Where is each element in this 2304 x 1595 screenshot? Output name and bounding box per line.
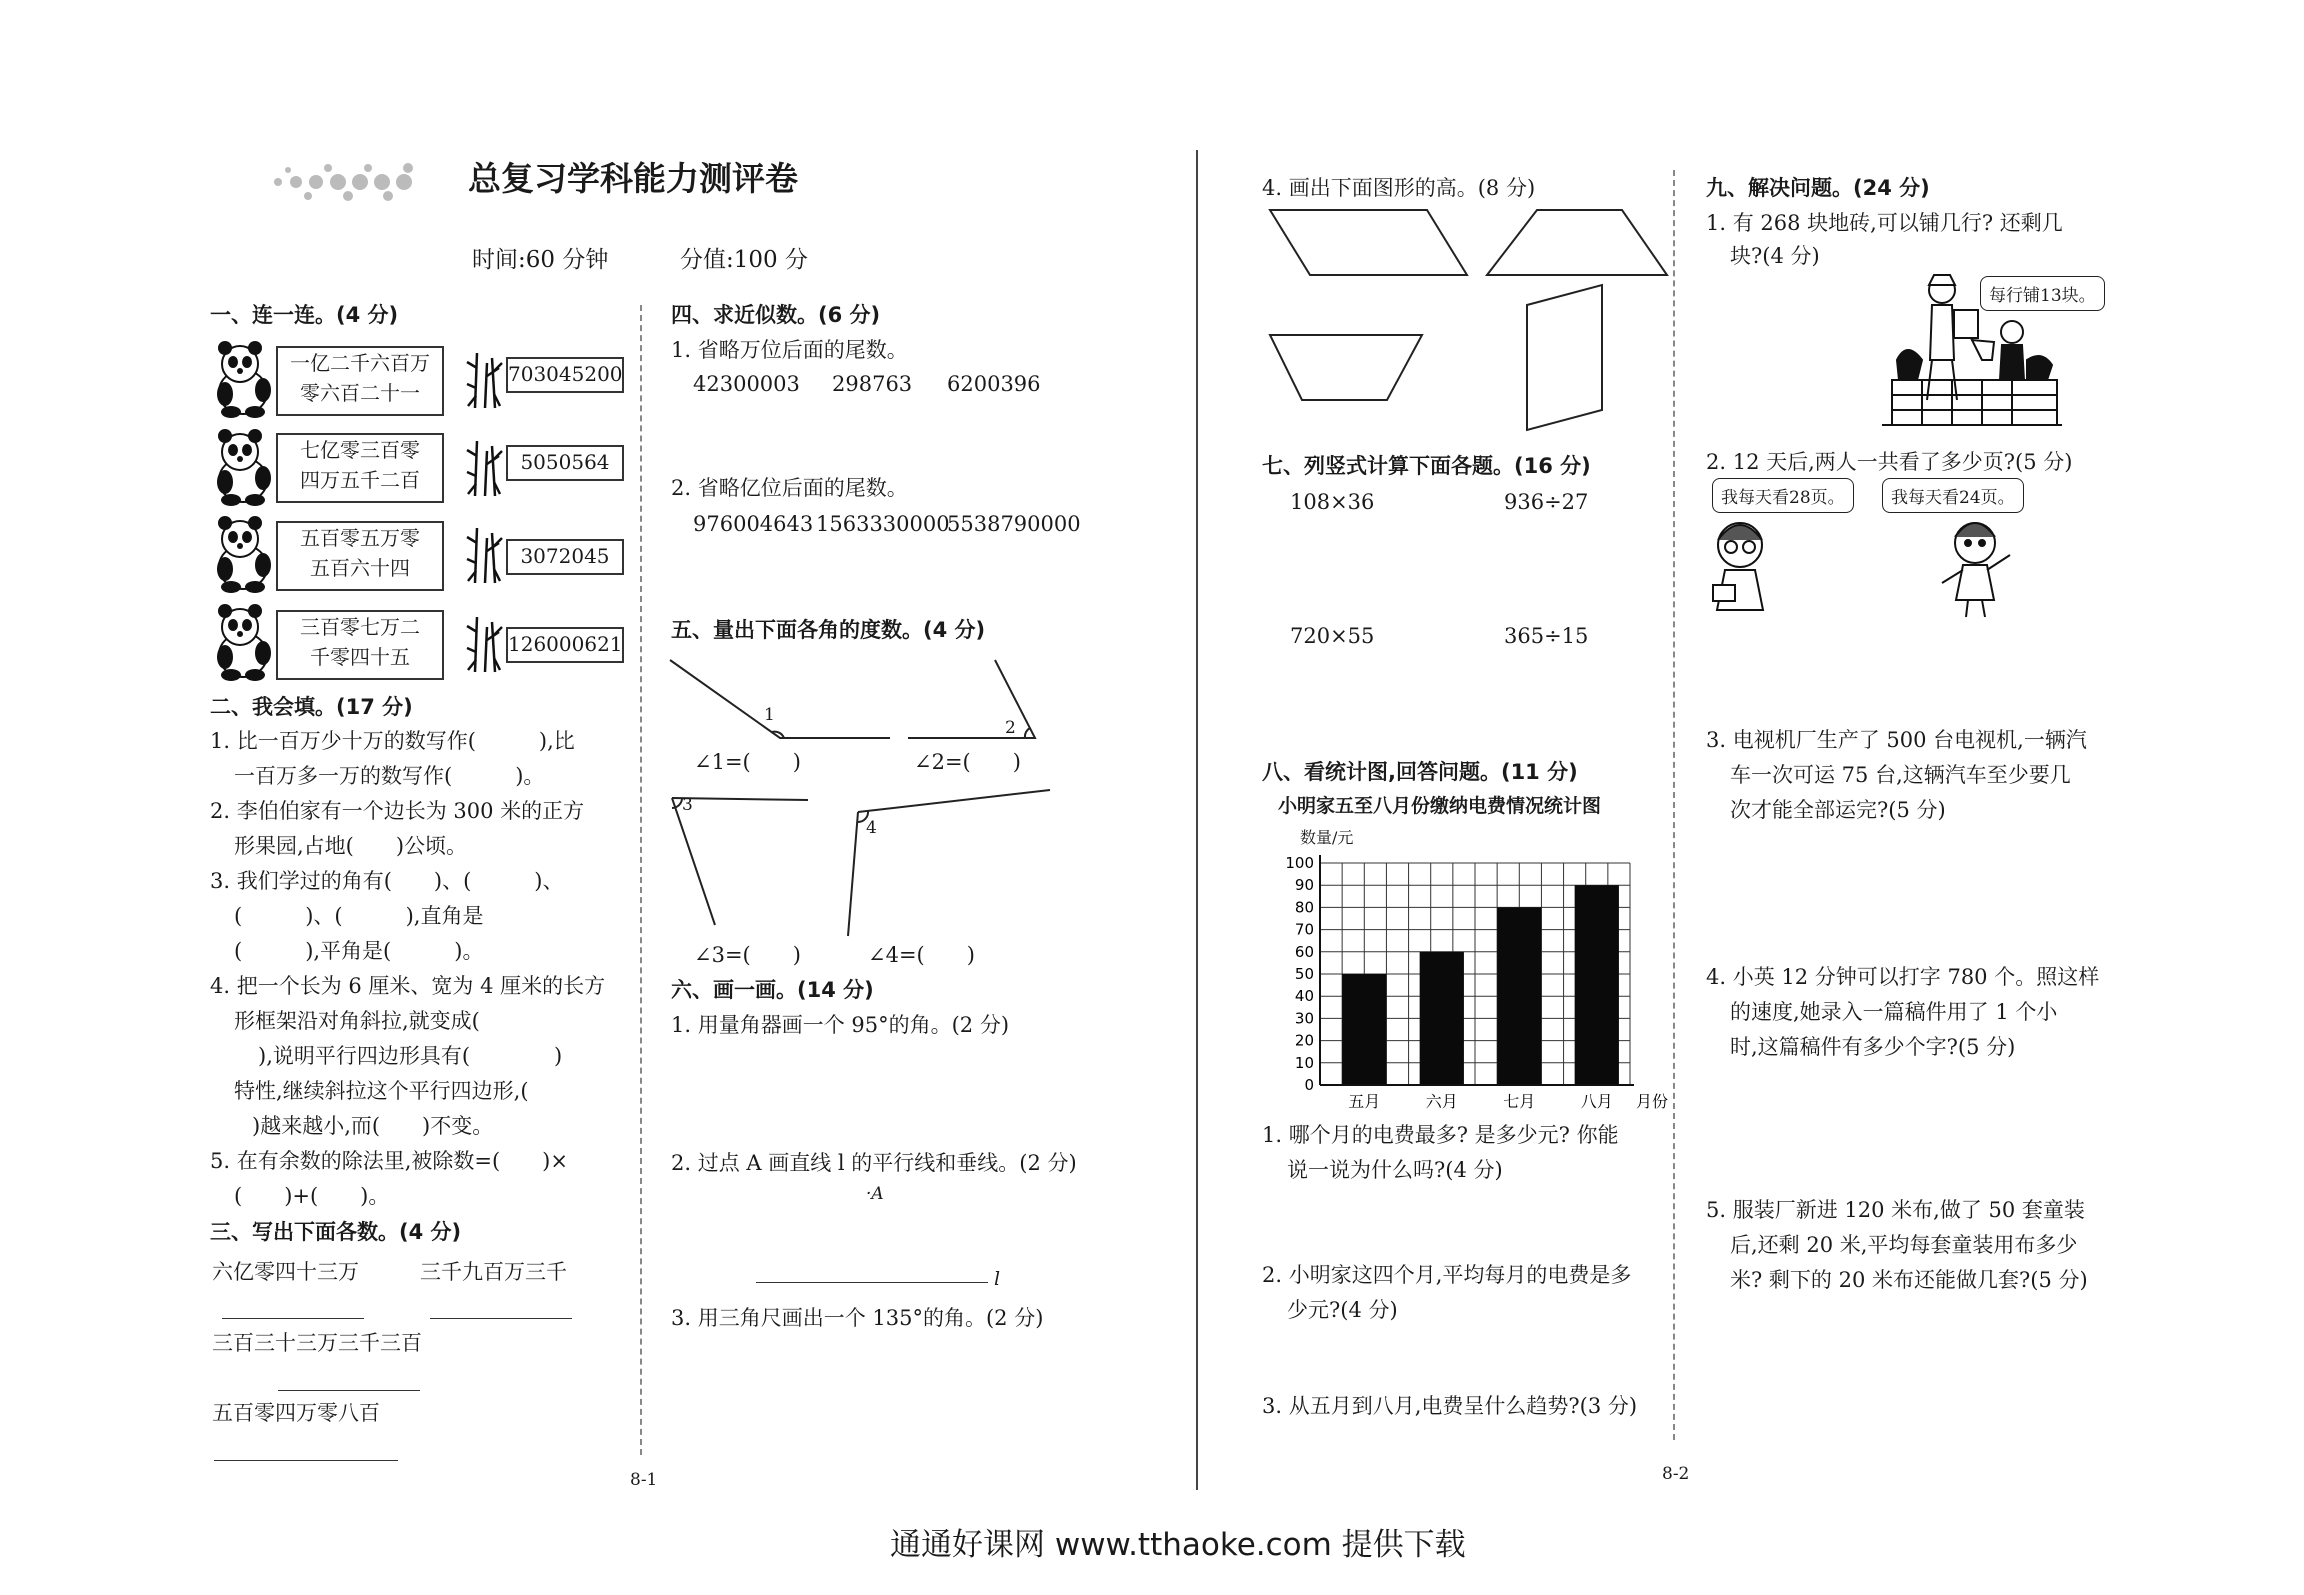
point-a-label: ·A — [866, 1184, 884, 1204]
y-tick-label: 0 — [1304, 1076, 1314, 1094]
bar-chart — [1260, 845, 1680, 1125]
fill-line: 3. 我们学过的角有( )、( )、 — [210, 869, 564, 893]
number-word: 五百零四万零八百 — [212, 1401, 380, 1425]
panda-icon — [205, 340, 275, 418]
section5-title: 五、量出下面各角的度数。(4 分) — [671, 618, 986, 642]
fill-line: 4. 把一个长为 6 厘米、宽为 4 厘米的长方 — [210, 974, 606, 998]
question-text: 后,还剩 20 米,平均每套童装用布多少 — [1730, 1233, 2078, 1257]
number-word: 三千九百万三千 — [420, 1260, 567, 1284]
y-tick-label: 80 — [1294, 898, 1314, 917]
speech-bubble: 我每天看24页。 — [1882, 478, 2024, 513]
x-tick-label: 八月 — [1580, 1092, 1613, 1111]
match-right-box[interactable]: 5050564 — [506, 445, 624, 481]
question-text: 说一说为什么吗?(4 分) — [1287, 1158, 1503, 1182]
question-text: 2. 省略亿位后面的尾数。 — [671, 476, 908, 500]
match-right-box[interactable]: 703045200 — [506, 357, 624, 393]
question-text: 3. 电视机厂生产了 500 台电视机,一辆汽 — [1706, 728, 2087, 752]
x-tick-label: 五月 — [1348, 1092, 1381, 1111]
panda-icon — [205, 515, 275, 593]
calc-problem: 936÷27 — [1504, 490, 1589, 514]
fill-line: 1. 比一百万少十万的数写作( ),比 — [210, 729, 575, 753]
chart-ylabel: 数量/元 — [1300, 828, 1354, 847]
panda-icon — [205, 428, 275, 506]
line-l — [756, 1282, 988, 1283]
question-text: 3. 从五月到八月,电费呈什么趋势?(3 分) — [1262, 1394, 1638, 1418]
time-label: 时间:60 分钟 — [472, 247, 609, 273]
section9-title: 九、解决问题。(24 分) — [1706, 176, 1930, 200]
speech-bubble: 每行铺13块。 — [1980, 276, 2105, 311]
bar — [1575, 885, 1619, 1085]
section3-title: 三、写出下面各数。(4 分) — [210, 1220, 462, 1244]
bamboo-icon — [465, 436, 505, 496]
section7-title: 七、列竖式计算下面各题。(16 分) — [1262, 454, 1591, 478]
question-text: 1. 哪个月的电费最多? 是多少元? 你能 — [1262, 1123, 1619, 1147]
x-tick-label: 六月 — [1425, 1092, 1458, 1111]
y-tick-label: 100 — [1285, 854, 1314, 872]
match-right-box[interactable]: 126000621 — [506, 627, 624, 663]
page-title: 总复习学科能力测评卷 — [468, 159, 798, 198]
angle-label: 1 — [764, 705, 775, 725]
chart-title: 小明家五至八月份缴纳电费情况统计图 — [1278, 795, 1602, 817]
question-text: 1. 有 268 块地砖,可以铺几行? 还剩几 — [1706, 211, 2063, 235]
match-left-box[interactable]: 七亿零三百零 四万五千二百 — [276, 433, 444, 503]
number-value: 42300003 — [693, 372, 800, 396]
fill-line: ( )+( )。 — [234, 1184, 390, 1208]
number-value: 1563330000 — [816, 512, 950, 536]
match-left-box[interactable]: 五百零五万零 五百六十四 — [276, 521, 444, 591]
page-divider — [1196, 150, 1198, 1490]
section4-title: 四、求近似数。(6 分) — [671, 303, 881, 327]
fill-line: ),说明平行四边形具有( ) — [258, 1044, 563, 1068]
score-label: 分值:100 分 — [680, 247, 808, 273]
angle-label: 4 — [866, 818, 877, 838]
section2-title: 二、我会填。(17 分) — [210, 695, 413, 719]
footer-watermark: 通通好课网 www.tthaoke.com 提供下载 — [890, 1527, 1466, 1563]
question-text: 2. 小明家这四个月,平均每月的电费是多 — [1262, 1263, 1632, 1287]
question-text: 次才能全部运完?(5 分) — [1730, 798, 1946, 822]
answer-line[interactable] — [430, 1318, 572, 1319]
number-value: 976004643 — [693, 512, 814, 536]
fill-line: ( )、( ),直角是 — [234, 904, 484, 928]
number-word: 六亿零四十三万 — [212, 1260, 359, 1284]
number-word: 三百三十三万三千三百 — [212, 1331, 422, 1355]
bamboo-icon — [465, 348, 505, 408]
angle-answer[interactable]: ∠3=( ) — [694, 943, 801, 967]
bar — [1420, 952, 1464, 1085]
page-number: 8-1 — [630, 1470, 658, 1490]
angle-answer[interactable]: ∠2=( ) — [914, 750, 1021, 774]
question-text: 4. 小英 12 分钟可以打字 780 个。照这样 — [1706, 965, 2100, 989]
y-tick-label: 60 — [1294, 942, 1314, 961]
answer-line[interactable] — [278, 1390, 420, 1391]
bar — [1342, 974, 1386, 1085]
fill-line: ( ),平角是( )。 — [234, 939, 484, 963]
section1-title: 一、连一连。(4 分) — [210, 303, 399, 327]
question-text: 2. 过点 A 画直线 l 的平行线和垂线。(2 分) — [671, 1151, 1077, 1175]
angles-figure — [660, 650, 1060, 930]
angle-answer[interactable]: ∠1=( ) — [694, 750, 801, 774]
match-left-box[interactable]: 三百零七万二 千零四十五 — [276, 610, 444, 680]
question-text: 少元?(4 分) — [1287, 1298, 1398, 1322]
page-number: 8-2 — [1662, 1464, 1690, 1484]
y-tick-label: 10 — [1294, 1053, 1314, 1072]
question-text: 2. 12 天后,两人一共看了多少页?(5 分) — [1706, 450, 2073, 474]
chart-xlabel: 月份 — [1636, 1092, 1669, 1111]
number-value: 298763 — [832, 372, 913, 396]
calc-problem: 365÷15 — [1504, 624, 1589, 648]
speech-bubble: 我每天看28页。 — [1712, 478, 1854, 513]
y-tick-label: 20 — [1294, 1031, 1314, 1050]
bar — [1497, 907, 1541, 1085]
fill-line: 形果园,占地( )公顷。 — [234, 834, 468, 858]
angle-answer[interactable]: ∠4=( ) — [868, 943, 975, 967]
number-value: 5538790000 — [947, 512, 1081, 536]
column-divider — [640, 305, 642, 1455]
section6-title: 六、画一画。(14 分) — [671, 978, 874, 1002]
y-tick-label: 40 — [1294, 987, 1314, 1006]
question-text: 块?(4 分) — [1730, 244, 1820, 268]
fill-line: 2. 李伯伯家有一个边长为 300 米的正方 — [210, 799, 585, 823]
fill-line: )越来越小,而( )不变。 — [252, 1114, 494, 1138]
fill-line: 特性,继续斜拉这个平行四边形,( — [234, 1079, 529, 1103]
y-tick-label: 70 — [1294, 920, 1314, 939]
question-text: 3. 用三角尺画出一个 135°的角。(2 分) — [671, 1306, 1044, 1330]
bamboo-icon — [465, 523, 505, 583]
y-tick-label: 90 — [1294, 876, 1314, 895]
girl-reading-illustration — [1705, 515, 1785, 620]
y-tick-label: 50 — [1294, 965, 1314, 983]
angle-label: 3 — [682, 795, 693, 815]
question-text: 时,这篇稿件有多少个字?(5 分) — [1730, 1035, 2016, 1059]
question-text: 车一次可运 75 台,这辆汽车至少要几 — [1730, 763, 2071, 787]
y-tick-label: 30 — [1294, 1009, 1314, 1028]
fill-line: 形框架沿对角斜拉,就变成( — [234, 1009, 543, 1033]
bamboo-icon — [465, 612, 505, 672]
header-dots-decoration — [268, 162, 428, 202]
panda-icon — [205, 603, 275, 681]
line-l-label: l — [994, 1268, 1001, 1290]
question-text: 5. 服装厂新进 120 米布,做了 50 套童装 — [1706, 1198, 2085, 1222]
x-tick-label: 七月 — [1503, 1092, 1536, 1111]
draw-height-title: 4. 画出下面图形的高。(8 分) — [1262, 176, 1536, 200]
question-text: 1. 用量角器画一个 95°的角。(2 分) — [671, 1013, 1010, 1037]
calc-problem: 108×36 — [1290, 490, 1375, 514]
shapes-figure — [1262, 205, 1682, 425]
calc-problem: 720×55 — [1290, 624, 1375, 648]
match-right-box[interactable]: 3072045 — [506, 539, 624, 575]
fill-line: 5. 在有余数的除法里,被除数=( )× — [210, 1149, 568, 1173]
question-text: 米? 剩下的 20 米布还能做几套?(5 分) — [1730, 1268, 2088, 1292]
girl-waving-illustration — [1930, 515, 2020, 620]
section8-title: 八、看统计图,回答问题。(11 分) — [1262, 760, 1578, 784]
answer-line[interactable] — [222, 1318, 364, 1319]
question-text: 的速度,她录入一篇稿件用了 1 个小 — [1730, 1000, 2058, 1024]
angle-label: 2 — [1005, 718, 1016, 738]
answer-line[interactable] — [214, 1460, 398, 1461]
match-left-box[interactable]: 一亿二千六百万 零六百二十一 — [276, 346, 444, 416]
number-value: 6200396 — [947, 372, 1041, 396]
fill-line: 一百万多一万的数写作( )。 — [234, 764, 545, 788]
question-text: 1. 省略万位后面的尾数。 — [671, 338, 908, 362]
